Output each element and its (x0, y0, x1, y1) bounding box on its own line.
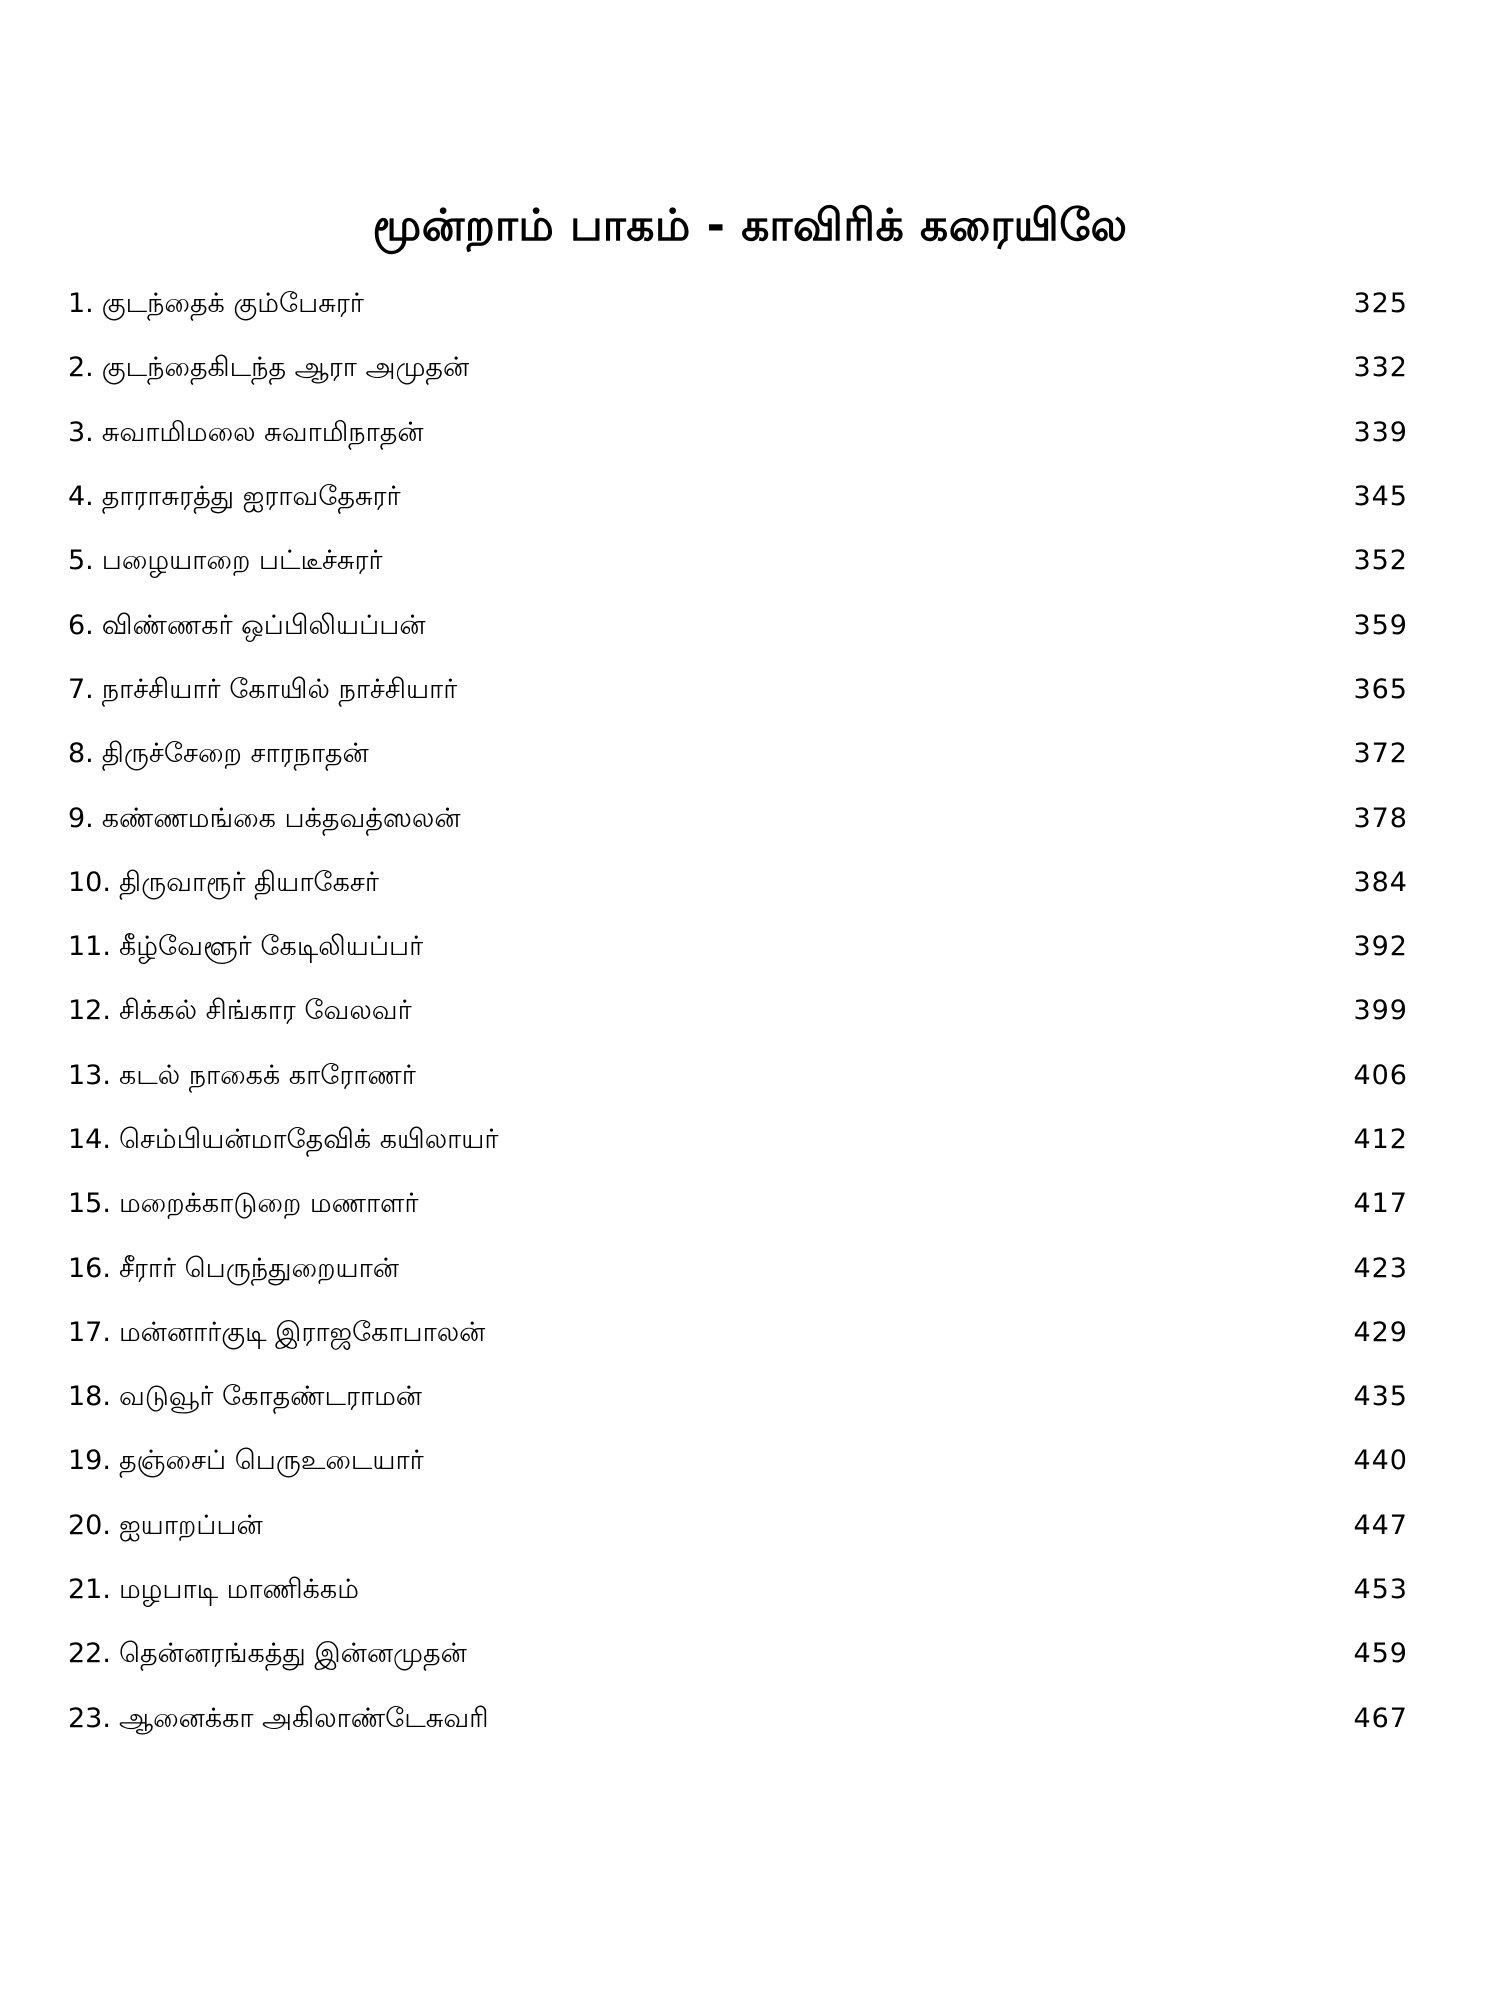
toc-entry-title (68, 799, 461, 839)
toc-entry-page-number: 352 (1353, 545, 1408, 577)
toc-entry-title (68, 670, 457, 710)
toc-entry-text: ஐயாறப்பன் (118, 1509, 263, 1541)
toc-entry (68, 401, 1418, 465)
toc-entry-number: 3. (68, 416, 94, 448)
toc-entry-title (68, 477, 401, 517)
toc-entry-number: 14. (68, 1124, 111, 1155)
toc-entry-page-number: 447 (1353, 1509, 1408, 1541)
toc-entry (68, 1172, 1418, 1236)
toc-entry-text: கீழ்வேளூர் கேடிலியப்பர் (118, 931, 424, 963)
toc-entry-title (68, 1120, 499, 1160)
toc-entry-text: கண்ணமங்கை பக்தவத்ஸலன் (101, 802, 461, 834)
toc-entry (68, 1558, 1418, 1622)
toc-entry (68, 979, 1418, 1043)
toc-entry-page-number: 406 (1353, 1059, 1408, 1091)
toc-entry (68, 1429, 1418, 1493)
toc-entry-page-number: 339 (1353, 416, 1408, 448)
toc-entry (68, 658, 1418, 722)
toc-entry (68, 1044, 1418, 1108)
toc-entry-page-number: 467 (1353, 1702, 1408, 1734)
toc-entry-number: 2. (68, 352, 94, 384)
toc-entry-number: 8. (68, 738, 94, 770)
toc-entry-page-number: 365 (1353, 673, 1408, 705)
toc-entry-title (68, 541, 383, 581)
toc-entry-page-number: 359 (1353, 609, 1408, 641)
toc-entry-title (68, 1377, 422, 1417)
toc-entry-text: தஞ்சைப் பெருஉடையார் (118, 1445, 424, 1477)
toc-entry-page-number: 399 (1353, 995, 1408, 1027)
toc-entry-text: குடந்தைக் கும்பேசுரர் (101, 288, 364, 320)
toc-entry-number: 20. (68, 1509, 111, 1541)
toc-entry-number: 16. (68, 1252, 111, 1284)
table-of-contents (68, 272, 1418, 1751)
toc-entry-page-number: 423 (1353, 1252, 1408, 1284)
toc-entry-title (68, 734, 369, 774)
toc-entry-page-number: 429 (1353, 1316, 1408, 1348)
toc-entry-number: 7. (68, 673, 94, 705)
toc-entry-number: 12. (68, 995, 111, 1027)
toc-entry-title (68, 991, 412, 1031)
toc-entry-text: கடல் நாகைக் காரோணர் (118, 1059, 416, 1091)
toc-entry (68, 722, 1418, 786)
toc-entry-number: 9. (68, 802, 94, 834)
toc-entry (68, 915, 1418, 979)
toc-entry-page-number: 459 (1353, 1638, 1408, 1670)
toc-entry-text: மறைக்காடுறை மணாளர் (118, 1188, 419, 1220)
toc-entry-title (68, 348, 469, 388)
toc-entry-page-number: 453 (1353, 1574, 1408, 1606)
toc-entry-title (68, 1570, 359, 1610)
toc-entry-text: விண்ணகர் ஒப்பிலியப்பன் (101, 609, 426, 641)
toc-entry-number: 6. (68, 609, 94, 641)
toc-entry-title (68, 1506, 263, 1546)
toc-entry-number: 18. (68, 1381, 111, 1413)
toc-entry-number: 15. (68, 1188, 111, 1220)
toc-entry (68, 851, 1418, 915)
toc-entry-text: குடந்தைகிடந்த ஆரா அமுதன் (101, 352, 470, 384)
toc-entry-page-number: 435 (1353, 1381, 1408, 1413)
toc-entry-number: 10. (68, 866, 111, 898)
toc-entry-number: 23. (68, 1702, 111, 1734)
toc-entry (68, 1494, 1418, 1558)
toc-entry-number: 21. (68, 1574, 111, 1606)
toc-entry-text: திருச்சேறை சாரநாதன் (101, 738, 369, 770)
toc-entry-title (68, 606, 426, 646)
toc-entry-number: 5. (68, 545, 94, 577)
toc-entry-title (68, 1699, 489, 1739)
toc-entry-text: சுவாமிமலை சுவாமிநாதன் (101, 416, 424, 448)
toc-entry (68, 1236, 1418, 1300)
toc-entry-number: 11. (68, 931, 111, 963)
toc-entry-number: 19. (68, 1445, 111, 1477)
toc-entry (68, 1108, 1418, 1172)
toc-entry-page-number: 372 (1353, 738, 1408, 770)
toc-entry-title (68, 413, 424, 453)
toc-entry-text: தாராசுரத்து ஐராவதேசுரர் (101, 481, 401, 513)
toc-entry-title (68, 1634, 467, 1674)
toc-entry-title (68, 1184, 419, 1224)
toc-entry-text: சிக்கல் சிங்கார வேலவர் (118, 995, 412, 1027)
toc-entry-page-number: 392 (1353, 931, 1408, 963)
toc-entry-page-number: 378 (1353, 802, 1408, 834)
toc-entry-page-number: 345 (1353, 481, 1408, 513)
toc-entry-page-number: 384 (1353, 866, 1408, 898)
toc-entry-text: ஆனைக்கா அகிலாண்டேசுவரி (118, 1702, 489, 1734)
toc-entry (68, 1687, 1418, 1751)
toc-entry-text: பழையாறை பட்டீச்சுரர் (101, 545, 383, 577)
toc-entry (68, 786, 1418, 850)
toc-entry-text: மழபாடி மாணிக்கம் (118, 1574, 359, 1606)
toc-entry-number: 4. (68, 481, 94, 513)
toc-entry (68, 1365, 1418, 1429)
toc-entry-text: சீரார் பெருந்துறையான் (118, 1252, 399, 1284)
toc-entry (68, 593, 1418, 657)
toc-entry (68, 1622, 1418, 1686)
toc-entry-text: செம்பியன்மாதேவிக் கயிலாயர் (118, 1124, 499, 1155)
toc-entry-title (68, 927, 423, 967)
toc-entry (68, 1301, 1418, 1365)
toc-entry-title (68, 1056, 416, 1096)
toc-entry-title (68, 1313, 485, 1353)
toc-entry-number: 13. (68, 1059, 111, 1091)
toc-entry (68, 465, 1418, 529)
toc-entry-title (68, 284, 364, 324)
toc-entry-title (68, 1249, 399, 1289)
toc-entry-page-number: 332 (1353, 352, 1408, 384)
toc-entry-text: தென்னரங்கத்து இன்னமுதன் (118, 1638, 467, 1670)
toc-entry-page-number: 325 (1353, 288, 1408, 320)
toc-entry (68, 529, 1418, 593)
toc-entry-text: மன்னார்குடி இராஜகோபாலன் (118, 1316, 486, 1348)
toc-entry-number: 17. (68, 1316, 111, 1348)
toc-entry-title (68, 863, 379, 903)
toc-entry-title (68, 1441, 424, 1481)
toc-entry (68, 272, 1418, 336)
toc-entry-page-number: 417 (1353, 1188, 1408, 1220)
toc-entry-text: நாச்சியார் கோயில் நாச்சியார் (101, 673, 458, 705)
toc-entry-number: 1. (68, 288, 94, 320)
toc-entry-text: திருவாரூர் தியாகேசர் (118, 866, 379, 898)
toc-entry (68, 336, 1418, 400)
toc-entry-page-number: 412 (1353, 1124, 1408, 1155)
toc-entry-page-number: 440 (1353, 1445, 1408, 1477)
toc-entry-number: 22. (68, 1638, 111, 1670)
page-title: மூன்றாம் பாகம் - காவிரிக் கரையிலே (372, 200, 1128, 251)
toc-entry-text: வடுவூர் கோதண்டராமன் (118, 1381, 422, 1413)
